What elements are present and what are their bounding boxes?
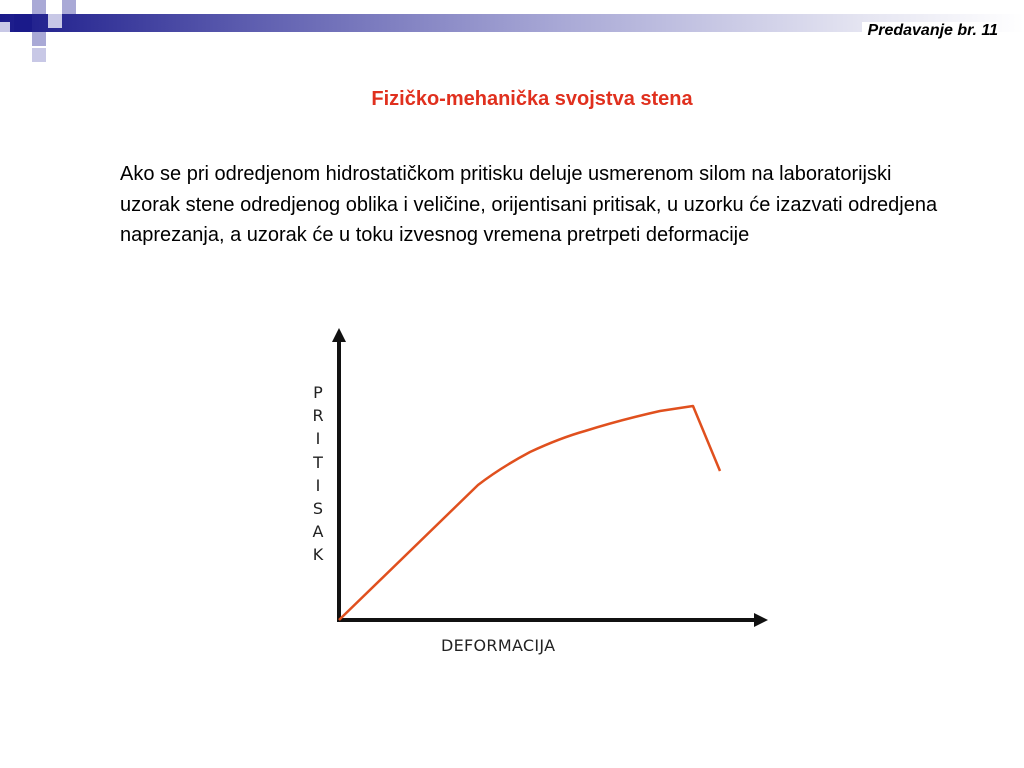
y-axis-arrowhead <box>332 328 346 342</box>
lecture-number-label: Predavanje br. 11 <box>862 22 998 40</box>
x-axis-label: DEFORMACIJA <box>441 636 556 655</box>
y-axis-label-letter: A <box>312 522 324 542</box>
x-axis-arrowhead <box>754 613 768 627</box>
y-axis-label-letter: I <box>315 475 321 495</box>
y-axis-label-letter: P <box>313 383 323 402</box>
y-axis-label-letter: T <box>313 452 323 472</box>
y-axis-label <box>306 381 330 567</box>
slide-paragraph: Ako se pri odredjenom hidrostatičkom pritisku deluje usmerenom silom na laboratorijski uzorak stene odredjenog oblika i veličine, orijentisani pritisak, u uzorku će izazvati odredjena naprezanja, a uzorak će u toku izvesnog vremena pretrpeti deformacije <box>120 163 938 246</box>
y-axis-label-letter: I <box>315 429 321 449</box>
y-axis-label-letter: R <box>312 406 324 426</box>
slide-title: Fizičko-mehanička svojstva stena <box>371 88 693 110</box>
stress-strain-curve <box>339 406 720 620</box>
y-axis-label-letter: K <box>312 545 324 565</box>
y-axis-label-letter: S <box>312 499 324 519</box>
